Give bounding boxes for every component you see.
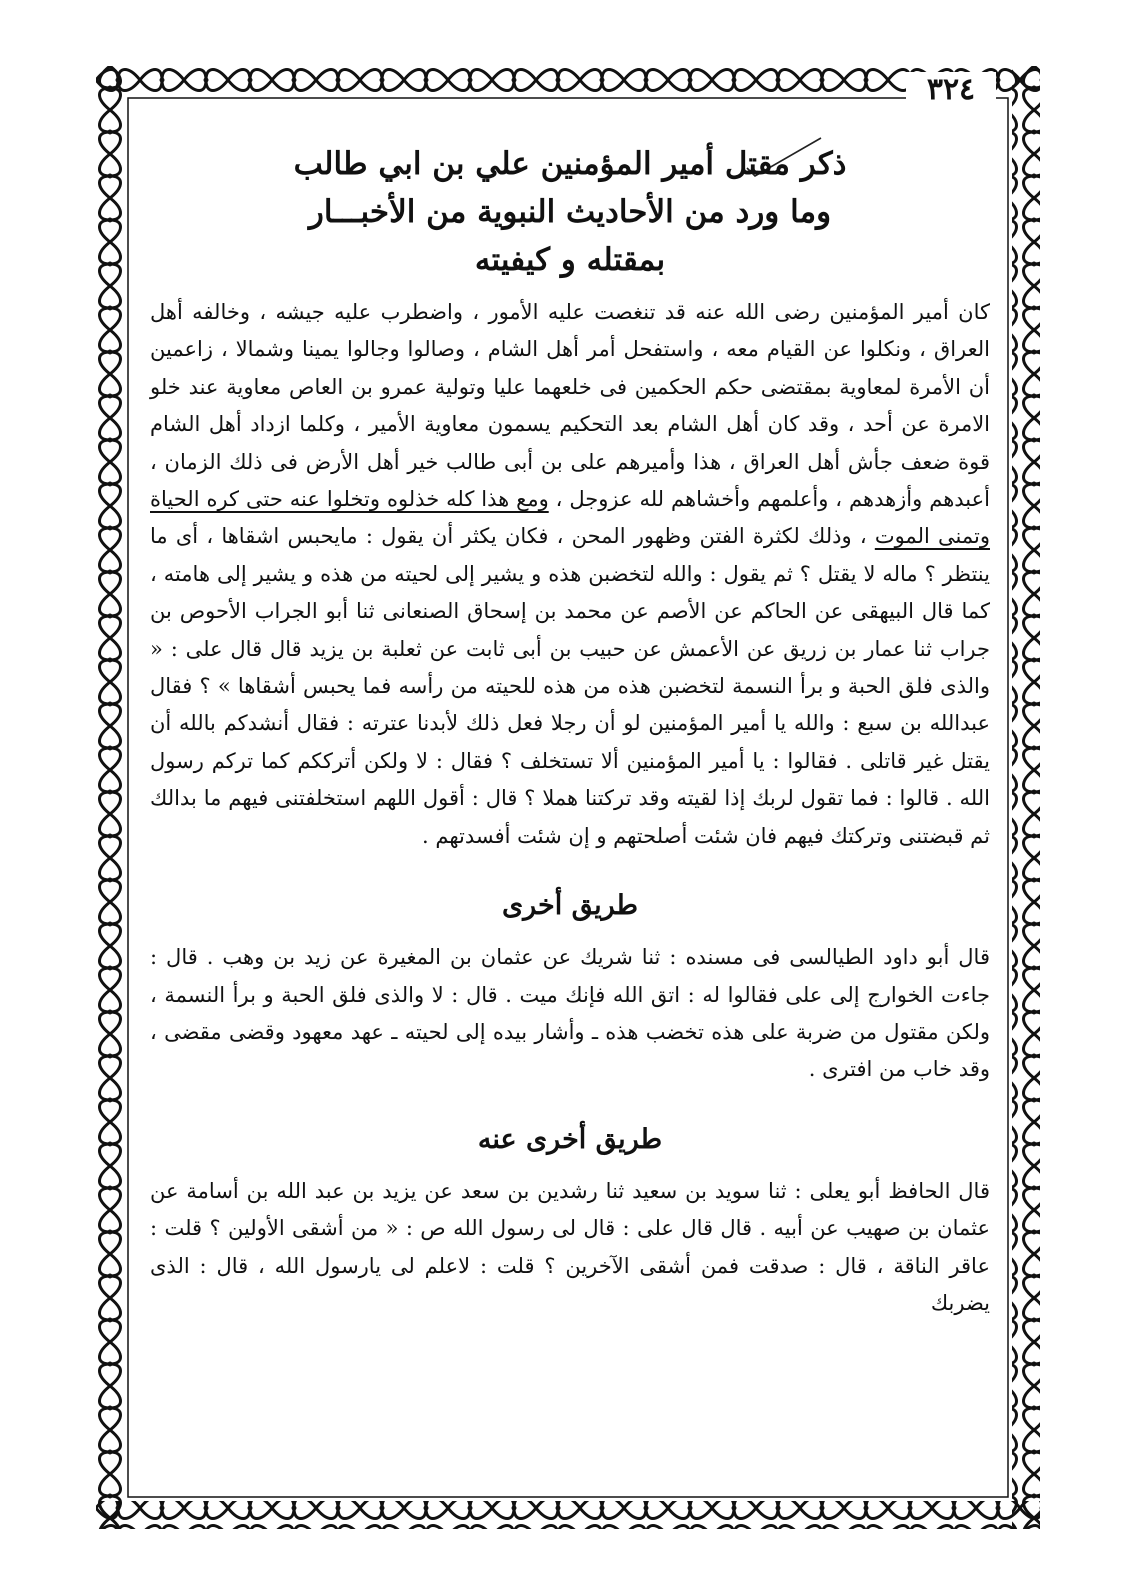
section-title-1: طريق أخرى (501, 890, 639, 922)
title-line-3: بمقتله و كيفيته (474, 242, 666, 278)
page-number: ٣٢٤ (906, 72, 996, 108)
page-content (150, 140, 990, 1322)
main-paragraph (150, 294, 990, 855)
main-paragraph-continuation: ، وذلك لكثرة الفتن وظهور المحن ، فكان يكثر أن يقول : مايحبس اشقاها ، أى ما ينتظر ؟ ماله لا يقتل ؟ ثم يقول : والله لتخضبن هذه و يشير إلى لحيته من هذه و يشير إلى هامته ، كما قال البيهقى عن الحاكم عن الأصم عن محمد بن إسحاق الصنعانى ثنا أبو الجراب الأحوص بن جراب ثنا عمار بن زريق عن الأعمش عن حبيب بن أبى ثابت عن ثعلبة بن يزيد قال قال على : « والذى فلق الحبة و برأ النسمة لتخضبن هذه من هذه للحيته من رأسه فما يحبس أشقاها » ؟ فقال عبدالله بن سبع : والله يا أمير المؤمنين لو أن رجلا فعل ذلك لأبدنا عترته : فقال أنشدكم بالله أن يقتل غير قاتلى . فقالوا : يا أمير المؤمنين ألا تستخلف ؟ فقال : لا ولكن أترككم كما تركم رسول الله . قالوا : فما تقول لربك إذا لقيته وقد تركتنا هملا ؟ قال : أقول اللهم استخلفتنى فيهم ما بدالك ثم قبضتنى وتركتك فيهم فان شئت أصلحتهم و إن شئت أفسدتهم . (150, 524, 990, 848)
title-line-2: وما ورد من الأحاديث النبوية من الأخبـــار (308, 194, 832, 230)
section-paragraph-1: قال أبو داود الطيالسى فى مسنده : ثنا شريك عن عثمان بن المغيرة عن زيد بن وهب . قال : جاءت الخوارج إلى على فقالوا له : اتق الله فإنك ميت . قال : لا والذى فلق الحبة و برأ النسمة ، ولكن مقتول من ضربة على هذه تخضب هذه ـ وأشار بيده إلى لحيته ـ عهد معهود وقضى مقضى ، وقد خاب من افترى . (150, 945, 990, 1082)
section-title-2: طريق أخرى عنه (477, 1123, 663, 1155)
chapter-title (150, 140, 990, 284)
underlined-phrase: ومع هذا كله خذلوه وتخلوا عنه حتى كره الحياة وتمنى الموت (150, 487, 990, 549)
section-paragraph-2: قال الحافظ أبو يعلى : ثنا سويد بن سعيد ثنا رشدين بن سعد عن يزيد بن عبد الله بن أسامة عن عثمان بن صهيب عن أبيه . قال قال على : قال لى رسول الله ص : « من أشقى الأولين ؟ قلت : عاقر الناقة ، قال : صدقت فمن أشقى الآخرين ؟ قلت : لاعلم لى يارسول الله ، قال : الذى يضربك (150, 1178, 990, 1315)
title-line-1: ذكر مقتل أمير المؤمنين علي بن ابي طالب (293, 146, 847, 182)
main-paragraph-text: كان أمير المؤمنين رضى الله عنه قد تنغصت عليه الأمور ، واضطرب عليه جيشه ، وخالفه أهل العراق ، ونكلوا عن القيام معه ، واستفحل أمر أهل الشام ، وصالوا وجالوا يمينا وشمالا ، زاعمين أن الأمرة لمعاوية بمقتضى حكم الحكمين فى خلعهما عليا وتولية عمرو بن العاص معاوية عند خلو الامرة عن أحد ، وقد كان أهل الشام بعد التحكيم يسمون معاوية الأمير ، وكلما ازداد أهل الشام قوة ضعف جأش أهل العراق ، هذا وأميرهم على بن أبى طالب خير أهل الأرض فى ذلك الزمان ، أعبدهم وأزهدهم ، وأعلمهم وأخشاهم لله عزوجل ، (150, 300, 990, 512)
